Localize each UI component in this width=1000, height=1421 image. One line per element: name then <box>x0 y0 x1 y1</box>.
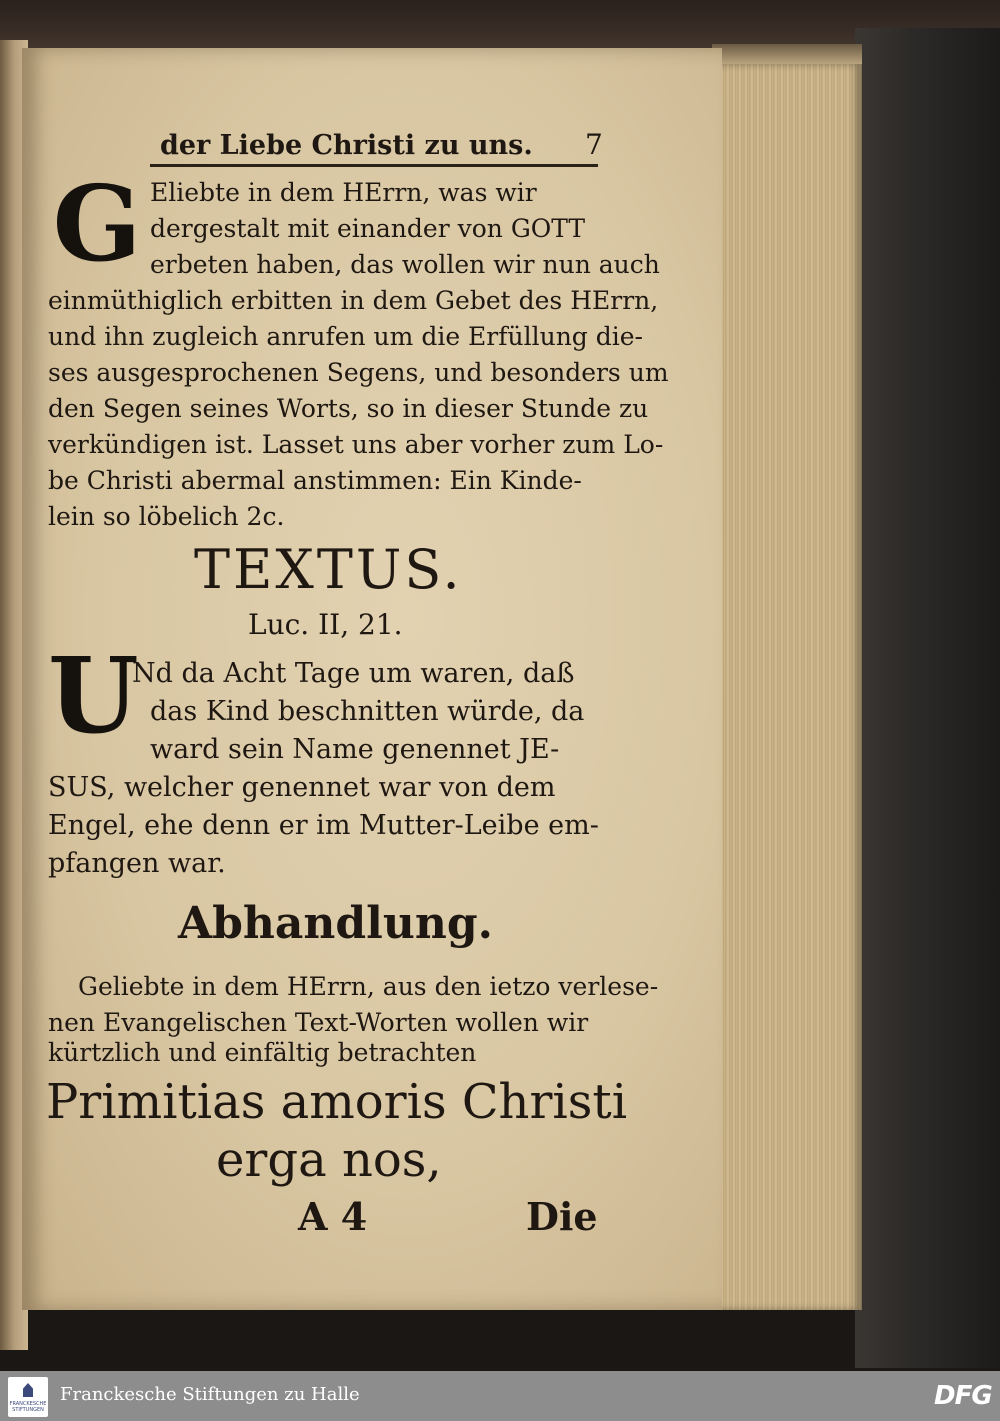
page-block-edges <box>712 64 862 1310</box>
building-icon <box>23 1383 33 1397</box>
latin-title-line-1: Primitias amoris Christi <box>46 1074 628 1130</box>
text-line: dergestalt mit einander von GOTT <box>150 214 586 243</box>
book-cover-right <box>855 28 1000 1368</box>
dfg-logo[interactable]: DFG <box>934 1381 992 1411</box>
page-number: 7 <box>585 128 603 161</box>
catchword: Die <box>526 1194 598 1239</box>
drop-cap-initial-g: G <box>52 162 142 285</box>
header-rule <box>150 164 598 167</box>
logo-text: FRANCKESCHE STIFTUNGEN <box>9 1401 47 1413</box>
text-line: SUS, welcher genennet war von dem <box>48 772 556 803</box>
text-line: Engel, ehe denn er im Mutter-Leibe em- <box>48 810 599 841</box>
text-line: Eliebte in dem HErrn, was wir <box>150 178 537 207</box>
text-line: pfangen war. <box>48 848 226 879</box>
text-line: einmüthiglich erbitten in dem Gebet des HErrn, <box>48 286 659 315</box>
text-line: kürtzlich und einfältig betrachten <box>48 1038 477 1067</box>
institution-name-link[interactable]: Franckesche Stiftungen zu Halle <box>60 1384 360 1405</box>
institution-logo[interactable] <box>8 1377 48 1417</box>
text-line: Geliebte in dem HErrn, aus den ietzo verlese- <box>78 972 659 1001</box>
text-line: das Kind beschnitten würde, da <box>150 696 585 727</box>
viewer-footer <box>0 1371 1000 1421</box>
section-heading-textus: TEXTUS. <box>194 538 463 601</box>
text-line: den Segen seines Worts, so in dieser Stunde zu <box>48 394 649 423</box>
text-line: ses ausgesprochenen Segens, und besonders um <box>48 358 669 387</box>
drop-cap-initial-u: U <box>48 634 139 757</box>
text-line: und ihn zugleich anrufen um die Erfüllung die- <box>48 322 643 351</box>
text-line: lein so löbelich 2c. <box>48 502 285 531</box>
running-header: der Liebe Christi zu uns. <box>160 130 533 161</box>
text-line: ward sein Name genennet JE- <box>150 734 560 765</box>
scripture-reference: Luc. II, 21. <box>248 608 403 641</box>
text-line: nen Evangelischen Text-Worten wollen wir <box>48 1008 589 1037</box>
text-line: erbeten haben, das wollen wir nun auch <box>150 250 660 279</box>
text-line: be Christi abermal anstimmen: Ein Kinde- <box>48 466 582 495</box>
signature-mark: A 4 <box>298 1194 368 1239</box>
latin-title-line-2: erga nos, <box>216 1132 442 1188</box>
text-line: Nd da Acht Tage um waren, daß <box>132 658 575 689</box>
text-line: verkündigen ist. Lasset uns aber vorher zum Lo- <box>48 430 664 459</box>
section-heading-abhandlung: Abhandlung. <box>178 898 493 949</box>
